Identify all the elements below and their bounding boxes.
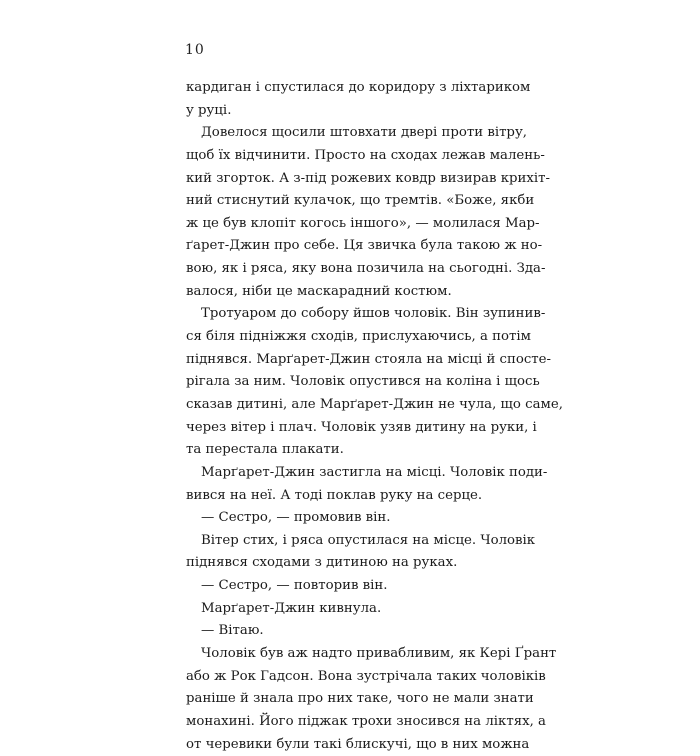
text-line: через вітер і плач. Чоловік узяв дитину на руки, і — [186, 419, 537, 435]
text-line: піднявся сходами з дитиною на руках. — [186, 555, 458, 571]
text-line: вою, як і ряса, яку вона позичила на сьогодні. Зда- — [186, 261, 546, 277]
text-line: Вітер стих, і ряса опустилася на місце. Чоловік — [201, 532, 536, 548]
text-line: та перестала плакати. — [186, 442, 344, 458]
text-line: вився на неї. А тоді поклав руку на серце. — [186, 487, 483, 503]
text-line: ся біля підніжжя сходів, прислухаючись, а потім — [186, 329, 531, 345]
text-line: або ж Рок Гадсон. Вона зустрічала таких чоловіків — [186, 668, 546, 684]
text-line: Марґарет-Джин кивнула. — [201, 600, 382, 616]
body-text — [186, 77, 563, 756]
text-line: у руці. — [186, 102, 232, 118]
text-line: — Сестро, — промовив він. — [201, 510, 391, 526]
text-line: кий згорток. А з-під рожевих ковдр визирав крихіт- — [186, 170, 551, 186]
text-line: ґарет-Джин про себе. Ця звичка була такою ж но- — [186, 238, 543, 254]
text-line: піднявся. Марґарет-Джин стояла на місці й спосте- — [186, 351, 552, 367]
text-line: кардиган і спустилася до коридору з ліхтариком — [186, 80, 531, 95]
text-line: рігала за ним. Чоловік опустився на коліна і щось — [186, 374, 540, 390]
text-line: ж це був клопіт когось іншого», — молилася Мар- — [186, 215, 540, 231]
text-line: монахині. Його піджак трохи зносився на ліктях, а — [186, 713, 546, 729]
text-line: валося, ніби це маскарадний костюм. — [186, 283, 452, 299]
text-line: Довелося щосили штовхати двері проти вітру, — [201, 125, 527, 141]
text-line: щоб їх відчинити. Просто на сходах лежав малень- — [186, 147, 545, 163]
text-line: Тротуаром до собору йшов чоловік. Він зупинив- — [201, 306, 546, 322]
text-line: Марґарет-Джин застигла на місці. Чоловік поди- — [201, 464, 548, 480]
text-line: сказав дитині, але Марґарет-Джин не чула, що саме, — [186, 396, 563, 412]
text-line: — Сестро, — повторив він. — [201, 578, 388, 594]
text-line: — Вітаю. — [201, 623, 264, 639]
page-number: 10 — [185, 42, 205, 58]
text-line: раніше й знала про них таке, чого не мали знати — [186, 691, 534, 707]
text-line: от черевики були такі блискучі, що в них можна — [186, 736, 530, 752]
text-line: Чоловік був аж надто привабливим, як Кері Ґрант — [201, 646, 557, 662]
text-line: ний стиснутий кулачок, що тремтів. «Боже, якби — [186, 193, 535, 209]
